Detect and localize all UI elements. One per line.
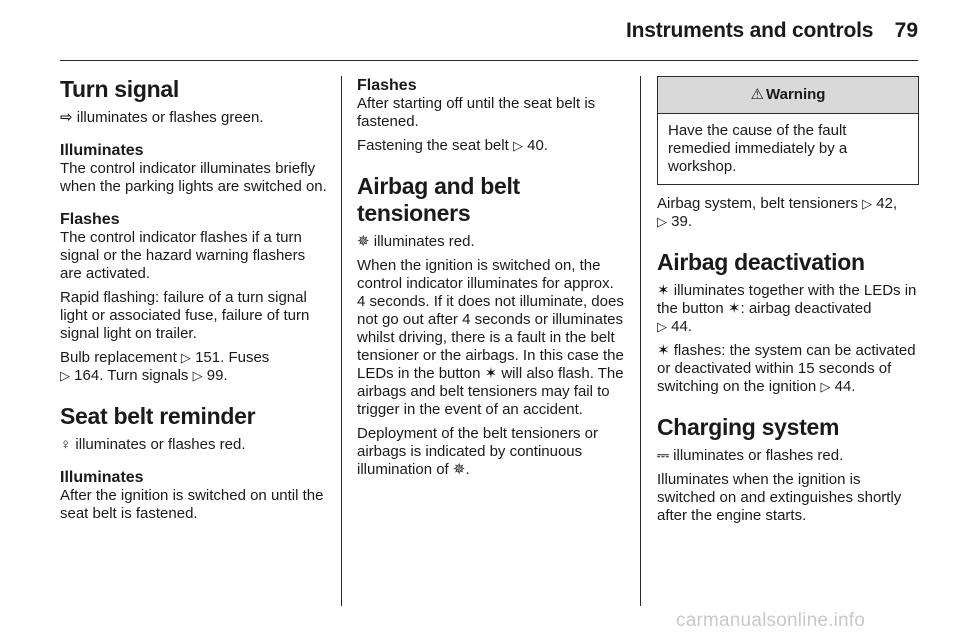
warning-text: Have the cause of the fault remedied immediately by a workshop. [668, 122, 848, 175]
illuminates-heading: Illuminates [60, 142, 144, 159]
column-divider [341, 76, 342, 606]
seat-belt-icon: ♀ [60, 436, 72, 453]
paragraph-text: Deployment of the belt tensioners or airbags is indicated by continuous illumination of [357, 425, 598, 478]
turn-signal-icon: ⇨ [60, 109, 73, 126]
airbag-off-icon: ✶ [484, 365, 498, 382]
airbag-heading: Airbag and belt tensioners [357, 173, 520, 226]
seat-belt-illuminates-heading: Illuminates [60, 469, 144, 486]
page-link[interactable]: 42, [876, 195, 898, 212]
intro-text: illuminates red. [373, 233, 475, 250]
bulb-replacement-ref [60, 349, 328, 385]
page-number: 79 [894, 19, 918, 42]
warning-title: Warning [766, 86, 826, 103]
watermark: carmanualsonline.info [676, 610, 866, 631]
airbag-deactivation-heading: Airbag deactivation [657, 249, 865, 275]
charging-text: Illuminates when the ignition is switched on and extinguishes shortly after the engine starts. [657, 471, 902, 524]
warning-icon: ⚠ [750, 86, 764, 103]
turn-signal-intro [60, 109, 328, 127]
cross-reference-icon: ▷ [657, 214, 667, 229]
cross-reference-icon: ▷ [192, 368, 203, 383]
paragraph-text: : airbag deactivated [740, 300, 872, 317]
airbag-paragraph-1 [357, 257, 625, 419]
battery-icon: ⎓ [657, 447, 669, 464]
deactivation-paragraph-2 [657, 342, 919, 396]
paragraph-text: illuminates together with the LEDs in the button [657, 282, 917, 317]
fastening-ref [357, 137, 625, 155]
flashes-heading: Flashes [60, 211, 120, 228]
turn-signal-heading: Turn signal [60, 76, 179, 102]
airbag-system-ref [657, 195, 919, 231]
airbag-paragraph-2 [357, 425, 625, 479]
page-link[interactable]: 40. [527, 137, 548, 154]
warning-header [658, 77, 918, 114]
column-3 [657, 76, 919, 531]
paragraph-text: When the ignition is switched on, the control indicator illuminates for approx. 4 seconds. If it does not illuminate, does not go out after 4 seconds or illuminates whilst driving, there is a fault in the belt tensioner or the airbags. In this case the LEDs in the button [357, 257, 624, 382]
ref-text: Airbag system, belt tensioners [657, 195, 858, 212]
chapter-title: Instruments and controls [626, 19, 874, 42]
page-link[interactable]: 99. [206, 367, 228, 384]
intro-text: illuminates or flashes green. [76, 109, 264, 126]
airbag-intro [357, 233, 625, 251]
airbag-off-icon: ✶ [727, 300, 741, 317]
page-link[interactable]: 151. Fuses [195, 349, 270, 366]
seat-belt-intro [60, 436, 328, 454]
column-divider [640, 76, 641, 606]
airbag-off-icon: ✶ [657, 282, 670, 299]
deactivation-paragraph-1 [657, 282, 919, 336]
seat-belt-heading: Seat belt reminder [60, 403, 256, 429]
page-link[interactable]: 44. [671, 318, 693, 335]
cross-reference-icon: ▷ [657, 319, 667, 334]
cross-reference-icon: ▷ [820, 379, 831, 394]
cross-reference-icon: ▷ [60, 368, 70, 383]
seat-belt-illuminates-text: After the ignition is switched on until the seat belt is fastened. [60, 487, 324, 522]
airbag-icon: ✵ [452, 461, 466, 478]
rapid-flashing-text: Rapid flashing: failure of a turn signal light or associated fuse, failure of turn signal light on trailer. [60, 289, 310, 342]
cross-reference-icon: ▷ [180, 350, 191, 365]
warning-box [657, 76, 919, 185]
page-link[interactable]: 44. [834, 378, 856, 395]
paragraph-text: flashes: the system can be activated or deactivated within 15 seconds of switching on the ignition [657, 342, 916, 395]
page-link[interactable]: 164. Turn signals [74, 367, 189, 384]
cross-reference-icon: ▷ [512, 138, 523, 153]
flashes-heading: Flashes [357, 77, 417, 94]
paragraph-text: will also flash. The airbags and belt tensioners may fail to trigger in the event of an accident. [357, 365, 624, 418]
flashes-text: The control indicator flashes if a turn signal or the hazard warning flashers are activated. [60, 229, 306, 282]
cross-reference-icon: ▷ [862, 196, 873, 211]
column-1 [60, 76, 328, 529]
ref-text: Fastening the seat belt [357, 137, 509, 154]
illuminates-text: The control indicator illuminates briefly when the parking lights are switched on. [60, 160, 327, 195]
intro-text: illuminates or flashes red. [75, 436, 246, 453]
charging-intro [657, 447, 919, 465]
flashes-text: After starting off until the seat belt is fastened. [357, 95, 596, 130]
page-header [60, 0, 918, 61]
column-2 [357, 76, 625, 485]
airbag-off-icon: ✶ [657, 342, 670, 359]
intro-text: illuminates or flashes red. [673, 447, 844, 464]
ref-text: Bulb replacement [60, 349, 177, 366]
airbag-icon: ✵ [357, 233, 370, 250]
page-link[interactable]: 39. [671, 213, 693, 230]
paragraph-text: . [465, 461, 470, 478]
charging-system-heading: Charging system [657, 414, 840, 440]
